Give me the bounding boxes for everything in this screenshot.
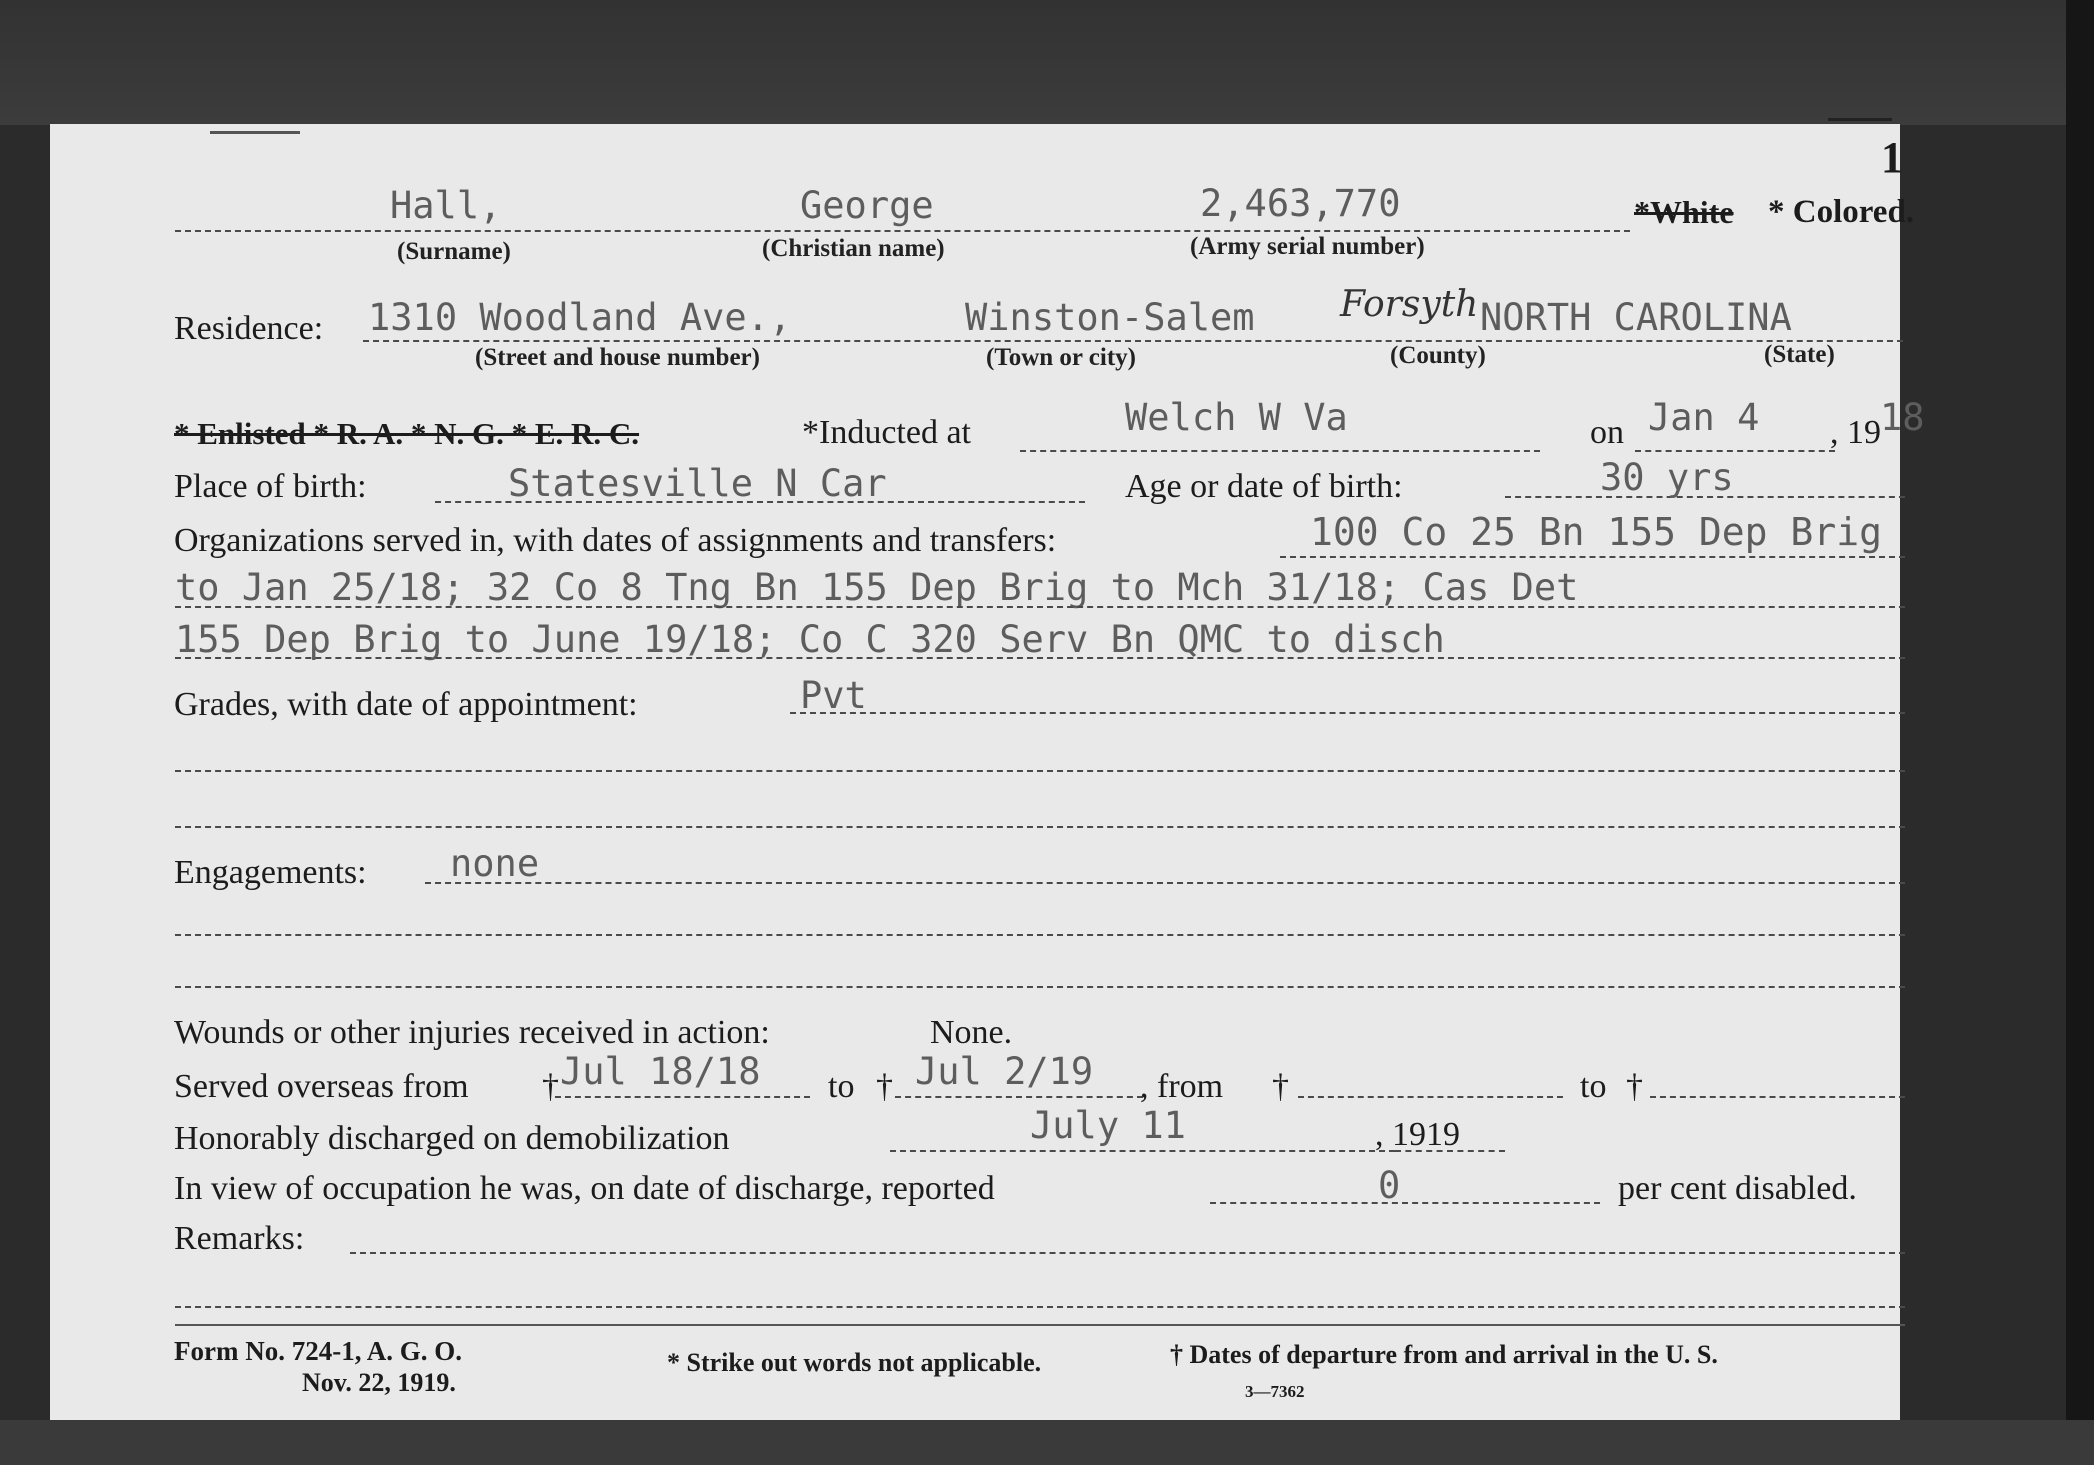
overseas-from-label-2: , from — [1140, 1068, 1224, 1105]
street-caption: (Street and house number) — [475, 344, 760, 371]
engagements-line-1 — [425, 882, 1905, 884]
card-number: 1 — [1881, 133, 1903, 182]
corner-mark — [210, 131, 300, 134]
organizations-value-3: 155 Dep Brig to June 19/18; Co C 320 Serv Bn QMC to disch — [175, 618, 1445, 661]
organizations-label: Organizations served in, with dates of assignments and transfers: — [174, 522, 1057, 559]
engagements-label: Engagements: — [174, 854, 367, 891]
birth-place-value: Statesville N Car — [508, 462, 887, 505]
disability-line — [1210, 1202, 1600, 1204]
organizations-line-1 — [1280, 556, 1905, 558]
county-handwritten: Forsyth — [1340, 284, 1479, 325]
remarks-line-2 — [175, 1306, 1905, 1308]
age-value: 30 yrs — [1600, 456, 1734, 499]
organizations-line-3 — [175, 657, 1905, 659]
wounds-label: Wounds or other injuries received in action: — [174, 1014, 770, 1051]
inducted-year-prefix: , 19 — [1830, 414, 1881, 451]
print-code: 3—7362 — [1245, 1382, 1305, 1401]
grades-label: Grades, with date of appointment: — [174, 686, 638, 723]
inducted-at-label: *Inducted at — [802, 414, 971, 451]
service-record-card — [50, 124, 1925, 1420]
grades-line-1 — [790, 712, 1905, 714]
scanner-background-bottom — [0, 1420, 2094, 1465]
overseas-to-value: Jul 2/19 — [915, 1050, 1094, 1093]
inducted-date-value: Jan 4 — [1648, 396, 1760, 439]
inducted-place-value: Welch W Va — [1125, 396, 1348, 439]
discharge-year-line — [1395, 1150, 1505, 1152]
grades-value: Pvt — [800, 674, 867, 717]
inducted-place-line — [1020, 450, 1540, 452]
age-label: Age or date of birth: — [1125, 468, 1403, 505]
residence-line — [363, 340, 1903, 342]
birth-place-label: Place of birth: — [174, 468, 367, 505]
overseas-to-line-2 — [1650, 1096, 1905, 1098]
form-date: Nov. 22, 1919. — [302, 1368, 456, 1397]
corner-rule — [1828, 118, 1892, 121]
footer-rule — [175, 1324, 1905, 1326]
engagements-line-2 — [175, 934, 1905, 936]
remarks-line-1 — [350, 1252, 1905, 1254]
strike-note: * Strike out words not applicable. — [667, 1348, 1042, 1377]
overseas-dagger-4: † — [1626, 1068, 1643, 1105]
overseas-dagger-1: † — [542, 1068, 559, 1105]
enlisted-options-struck: * Enlisted * R. A. * N. G. * E. R. C. — [174, 416, 640, 451]
surname-value: Hall, — [390, 184, 502, 227]
grades-line-3 — [175, 826, 1905, 828]
overseas-label: Served overseas from — [174, 1068, 469, 1105]
race-white-struck: *White — [1634, 194, 1734, 230]
remarks-label: Remarks: — [174, 1220, 305, 1257]
disability-value: 0 — [1378, 1164, 1401, 1207]
overseas-from-line — [555, 1096, 810, 1098]
disability-suffix: per cent disabled. — [1618, 1170, 1857, 1207]
organizations-value-1: 100 Co 25 Bn 155 Dep Brig — [1310, 510, 1882, 554]
town-caption: (Town or city) — [986, 344, 1136, 371]
wounds-value: None. — [930, 1014, 1013, 1051]
serial-number-value: 2,463,770 — [1200, 182, 1401, 225]
state-caption: (State) — [1764, 341, 1835, 368]
scanner-background-top — [0, 0, 2094, 125]
engagements-line-3 — [175, 986, 1905, 988]
discharge-year: , 1919 — [1375, 1116, 1460, 1153]
surname-caption: (Surname) — [397, 238, 511, 265]
serial-number-caption: (Army serial number) — [1190, 233, 1425, 260]
overseas-to-line — [895, 1096, 1143, 1098]
dagger-note: † Dates of departure from and arrival in the U. S. — [1170, 1340, 1718, 1369]
scanner-background-right — [2066, 0, 2094, 1465]
state-value: NORTH CAROLINA — [1480, 296, 1792, 339]
name-line — [175, 230, 1630, 232]
christian-name-caption: (Christian name) — [762, 235, 945, 262]
overseas-dagger-3: † — [1272, 1068, 1289, 1105]
overseas-to-label: to — [828, 1068, 855, 1105]
discharge-date-line — [890, 1150, 1395, 1152]
disability-label: In view of occupation he was, on date of discharge, reported — [174, 1170, 995, 1207]
organizations-value-2: to Jan 25/18; 32 Co 8 Tng Bn 155 Dep Brig to Mch 31/18; Cas Det — [175, 566, 1579, 609]
overseas-from-value: Jul 18/18 — [560, 1050, 761, 1093]
overseas-dagger-2: † — [876, 1068, 893, 1105]
form-number: Form No. 724-1, A. G. O. — [174, 1336, 462, 1366]
inducted-year-suffix: 18 — [1880, 396, 1925, 439]
christian-name-value: George — [800, 184, 934, 227]
county-caption: (County) — [1390, 342, 1486, 369]
overseas-to-label-2: to — [1580, 1068, 1607, 1105]
inducted-on-label: on — [1590, 414, 1624, 451]
overseas-from-line-2 — [1298, 1096, 1563, 1098]
residence-label: Residence: — [174, 310, 324, 347]
inducted-date-line — [1635, 450, 1835, 452]
grades-line-2 — [175, 770, 1905, 772]
street-value: 1310 Woodland Ave., — [368, 296, 792, 339]
discharge-date-value: July 11 — [1030, 1104, 1186, 1147]
organizations-line-2 — [175, 606, 1905, 608]
discharge-label: Honorably discharged on demobilization — [174, 1120, 730, 1157]
engagements-value: none — [450, 842, 540, 885]
town-value: Winston-Salem — [965, 296, 1255, 339]
race-colored: * Colored. — [1768, 194, 1915, 230]
